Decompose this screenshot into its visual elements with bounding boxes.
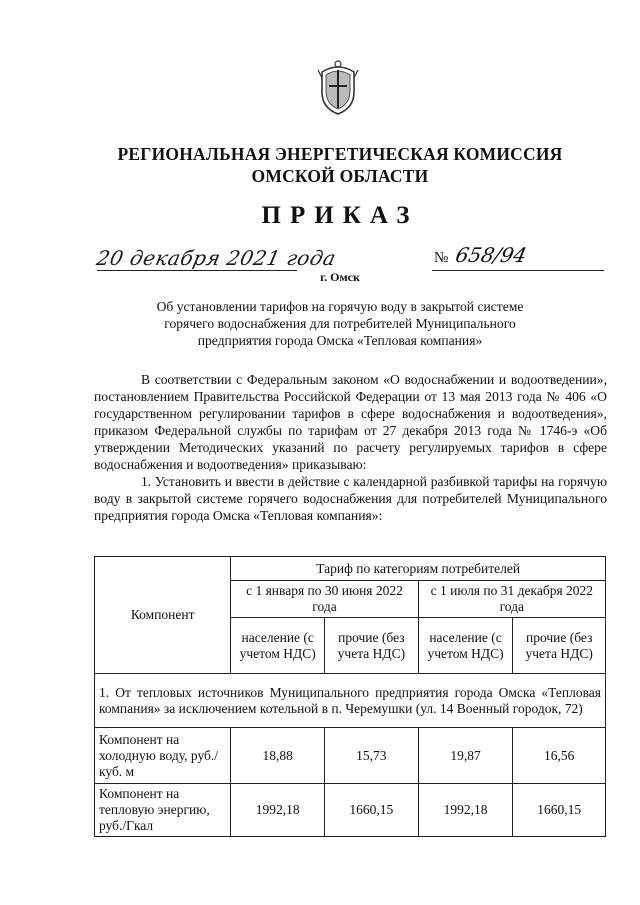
tariff-header: Тариф по категориям потребителей: [231, 557, 606, 581]
category-header: прочие (без учета НДС): [325, 618, 419, 674]
org-name-line1: РЕГИОНАЛЬНАЯ ЭНЕРГЕТИЧЕСКАЯ КОМИССИЯ: [117, 144, 563, 164]
order-number-sign: №: [434, 250, 449, 266]
category-header: население (с учетом НДС): [418, 618, 513, 674]
order-subject: [120, 298, 560, 349]
table-cell: 1660,15: [325, 784, 419, 837]
table-cell: 1992,18: [231, 784, 325, 837]
org-name-line2: ОМСКОЙ ОБЛАСТИ: [251, 166, 429, 186]
table-cell: 18,88: [231, 728, 325, 784]
handwritten-date: 20 декабря 2021 года: [94, 246, 339, 270]
item-1-paragraph: 1. Установить и ввести в действие с календарной разбивкой тарифы на горячую воду в закрытой системе горячего водоснабжения для потребителей Муниципального предприятия города Омска «Тепловая компания»:: [94, 474, 607, 523]
city-label: г. Омск: [320, 270, 360, 284]
category-header: прочие (без учета НДС): [513, 618, 606, 674]
table-row: [95, 784, 606, 837]
coat-of-arms-icon: [316, 58, 360, 116]
table-cell: 1660,15: [513, 784, 606, 837]
subject-line: предприятия города Омска «Тепловая компания»: [197, 333, 483, 348]
row-label: Компонент на тепловую энергию, руб./Гкал: [95, 784, 231, 837]
tariff-table: [94, 556, 606, 837]
table-cell: 19,87: [418, 728, 513, 784]
table-cell: 15,73: [325, 728, 419, 784]
subject-line: горячего водоснабжения для потребителей Муниципального: [164, 316, 516, 331]
preamble-paragraph: В соответствии с Федеральным законом «О водоснабжении и водоотведении», постановлением Правительства Российской Федерации от 13 мая 2013 года № 406 «О государственном регулировании тарифов в сфере водоснабжения и водоотведения», приказом Федеральной службы по тарифам от 27 декабря 2013 года № 1746-э «Об утверждении Методических указаний по расчету регулируемых тарифов в сфере водоснабжения и водоотведения» приказываю:: [94, 372, 607, 472]
document-type-title: ПРИКАЗ: [261, 202, 419, 229]
order-body: [94, 371, 607, 524]
row-label: Компонент на холодную воду, руб./куб. м: [95, 728, 231, 784]
section-row: 1. От тепловых источников Муниципального предприятия города Омска «Тепловая компания» за исключением котельной в п. Черемушки (ул. 14 Военный городок, 72): [95, 674, 606, 728]
table-cell: 16,56: [513, 728, 606, 784]
table-cell: 1992,18: [418, 784, 513, 837]
period-header-1: с 1 января по 30 июня 2022 года: [231, 581, 418, 618]
period-header-2: с 1 июля по 31 декабря 2022 года: [418, 581, 605, 618]
category-header: население (с учетом НДС): [231, 618, 325, 674]
table-row: [95, 728, 606, 784]
subject-line: Об установлении тарифов на горячую воду в закрытой системе: [156, 299, 524, 314]
handwritten-order-number: 658/94: [453, 243, 529, 267]
component-header: Компонент: [95, 557, 231, 674]
